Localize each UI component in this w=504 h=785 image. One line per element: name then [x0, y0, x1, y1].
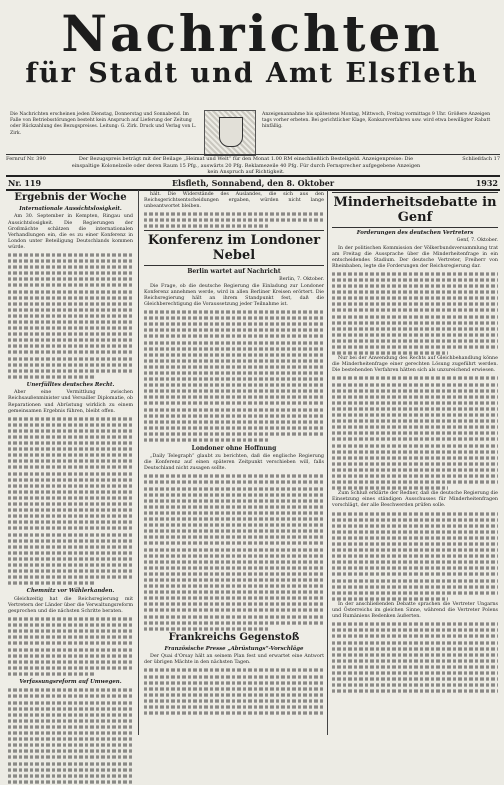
- issue-date: Elsfleth, Sonnabend, den 8. Oktober: [171, 178, 335, 188]
- article-paragraph: In der politischen Kommission der Völkerbundsversammlung trat am Freitag die Aussprache über die Minderheitenfrage in ein entscheidendes Stadium. Der deutsche Vertreter, Freiherr von Rheinbaben, legte die Forderungen der Reichsregierung dar.: [332, 245, 498, 269]
- section-subheading: Chemnitz vor Wählerkanden.: [26, 588, 115, 595]
- advertising-info: Anzeigenannahme bis spätestens Montag, Mittwoch, Freitag vormittags 9 Uhr. Größere Anzeigen tags vorher erbeten. Bei gerichtlicher Klage, Konkursverfahren usw. wird etwa bewilligter Rabatt hinfällig.: [262, 112, 491, 130]
- article-paragraph: Die Frage, ob die deutsche Regierung die Einladung zur Londoner Konferenz annehmen werde, wird in allen Berliner Kreisen erörtert. Die Reichsregierung hält an ihrem Standpunkt fest, daß die Gleichberechtigung die Voraussetzung jeder Teilnahme ist.: [144, 283, 324, 307]
- po-box: Schließfach 17: [462, 156, 500, 162]
- article-byline: Genf, 7. Oktober.: [456, 238, 498, 244]
- divider: [6, 154, 500, 155]
- article-paragraph: Aber eine Vermittlung zwischen Reichsaußenminister und Versailler Diplomatie, ob Reparationen und Abrüstung wirklich zu einem gemeinsamen Ergebnis führen, bleibt offen.: [8, 390, 133, 414]
- article-paragraph: Nur bei der Anwendung des Rechts auf Gleichbehandlung könne die Minderheitenfrage einer gerechten Lösung zugeführt werden. Die bestehenden Verfahren hätten sich als unzureichend erwiesen.: [332, 356, 498, 374]
- article-subheading: Berlin wartet auf Nachricht: [187, 267, 281, 275]
- phone-number: Fernruf Nr. 390: [6, 156, 46, 162]
- issue-year: 1932: [475, 178, 498, 188]
- article-subheading: Französische Presse „Abrüstungs“-Vorschläge: [164, 645, 304, 652]
- article-subheading: Internationale Aussichtslosigkeit.: [19, 206, 122, 212]
- column-left: [8, 192, 133, 785]
- section-subheading: Unerfülltes deutsches Recht.: [26, 381, 115, 388]
- article-paragraph: hält. Die Widerstände des Auslandes, die sich aus den Reichsgerichtsentscheidungen ergaben, würden nicht lange unbeantwortet bleiben.: [144, 192, 324, 210]
- article-paragraph: Der Quai d'Orsay hält an seinem Plan fest und erwartet eine Antwort der übrigen Mächte in den nächsten Tagen.: [144, 654, 324, 666]
- article-heading: Konferenz im Londoner Nebel: [144, 230, 324, 266]
- article-subheading: Forderungen des deutschen Vertreters: [356, 230, 474, 236]
- column-divider: [327, 190, 328, 735]
- newspaper-subtitle: für Stadt und Amt Elsfleth: [25, 58, 479, 89]
- article-paragraph: In der anschließenden Debatte sprachen die Vertreter Ungarns und Österreichs im gleichen Sinne, während die Vertreter Polens und Rumäniens Bedenken äußerten.: [332, 601, 498, 620]
- section-subheading: Verfassungsreform auf Umwegen.: [19, 678, 122, 685]
- column-divider: [138, 190, 139, 735]
- article-heading: Minderheitsdebatte in Genf: [332, 192, 498, 228]
- article-paragraph: „Daily Telegraph“ glaubt zu berichten, daß die englische Regierung die Konferenz auf einen späteren Zeitpunkt verschieben will, falls Deutschland nicht zusagen sollte.: [144, 454, 324, 472]
- issue-number: Nr. 119: [8, 178, 42, 188]
- article-paragraph: Am 30. September in Kempten, Ringau und Aussichtslosigkeit. Die Regierungen der Großmächte schätzen die internationalen Verhandlungen ein, die es zu einer Konferenz in London unter Beteiligung Deutschlands kommen würde.: [8, 214, 133, 250]
- article-paragraph: Zum Schluß erklärte der Redner, daß die deutsche Regierung die Einsetzung eines ständigen Ausschusses für Minderheitenfragen vorschlägt, der alle Beschwerden prüfen solle.: [332, 491, 498, 509]
- subscription-terms: Der Bezugspreis beträgt mit der Beilage „Heimat und Welt“ für den Monat 1.00 RM einschließlich Bestellgeld. Anzeigenpreise: Die einspaltige Kolonelzeile oder deren Raum 15 Pfg., auswärts 20 Pfg. Reklamezeile 40 Pfg. Für durch Fernsprecher aufgegebene Anzeigen kein Anspruch auf Richtigkeit.: [71, 156, 421, 176]
- dateline: [6, 175, 500, 191]
- masthead: [0, 0, 504, 112]
- article-heading: Ergebnis der Woche: [14, 192, 127, 203]
- newspaper-title: Nachrichten: [61, 4, 443, 63]
- section-subheading: Londoner ohne Hoffnung: [191, 445, 277, 453]
- coat-of-arms-icon: [204, 110, 256, 156]
- article-byline: Berlin, 7. Oktober.: [279, 276, 324, 282]
- column-right: [332, 192, 498, 694]
- article-paragraph: Gleichzeitig hat die Reichsregierung mit Vertretern der Länder über die Verwaltungsreform gesprochen und die nächsten Schritte beraten.: [8, 596, 133, 614]
- publication-info: Die Nachrichten erscheinen jeden Dienstag, Donnerstag und Sonnabend. Im Falle von Betriebsstörungen besteht kein Anspruch auf Lieferung der Zeitung oder Rückzahlung des Bezugspreises. Leitung: G. Zirk. Druck und Verlag von L. Zirk.: [10, 112, 197, 136]
- article-heading: Frankreichs Gegenstoß: [168, 631, 300, 643]
- column-middle: [144, 192, 324, 716]
